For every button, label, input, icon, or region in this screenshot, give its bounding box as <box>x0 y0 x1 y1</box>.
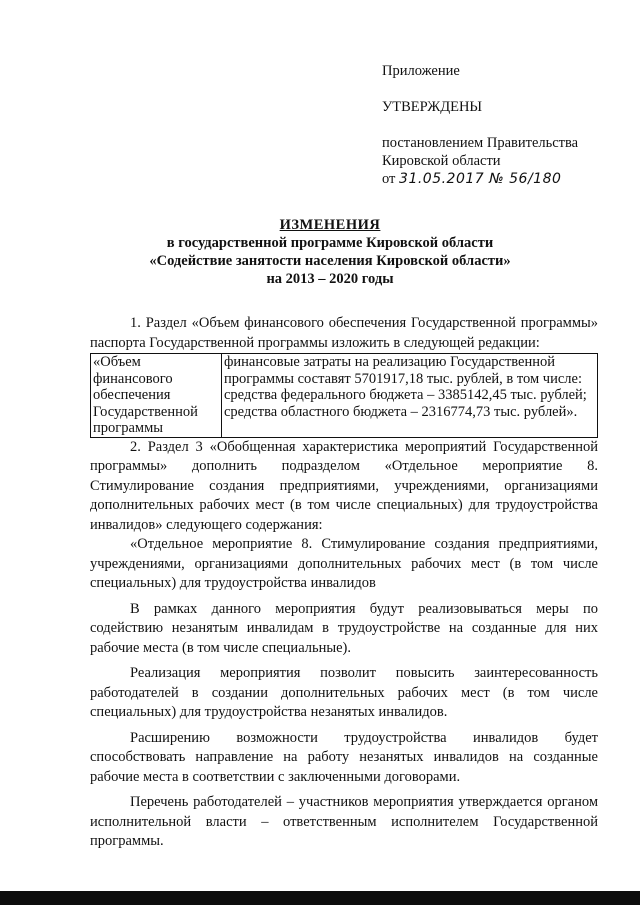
table-cell-label: «Объем финансового обеспечения Государственной программы <box>91 354 222 438</box>
measure-8-paragraph: «Отдельное мероприятие 8. Стимулирование создания предприятиями, учреждениями, организациями дополнительных рабочих мест (в том числе специальных) для трудоустройства инвалидов <box>90 536 598 591</box>
heading-line-1: в государственной программе Кировской области <box>166 235 494 251</box>
measure-expansion-paragraph: Расширению возможности трудоустройства инвалидов будет способствовать направление на работу незанятых инвалидов на созданные рабочие места в соответствии с заключенными договорами. <box>90 729 598 785</box>
date-prefix: от <box>382 171 396 187</box>
section-2-paragraph: 2. Раздел 3 «Обобщенная характеристика мероприятий Государственной программы» дополнить подразделом «Отдельное мероприятие 8. Стимулирование создания предприятиями, учреждениями, организациями дополнительных рабочих мест (в том числе специальных) для трудоустройства инвалидов» следующего содержания: <box>90 438 598 533</box>
approved-label: УТВЕРЖДЕНЫ <box>382 99 483 115</box>
approval-block <box>382 62 612 188</box>
table-row <box>91 354 598 438</box>
date-number-handwritten: 31.05.2017 № 56/180 <box>399 171 562 187</box>
decree-line-2: Кировской области <box>382 153 501 169</box>
measure-effect-paragraph: Реализация мероприятия позволит повысить заинтересованность работодателей в создании дополнительных рабочих мест (в том числе специальных) для трудоустройства незанятых инвалидов. <box>90 665 598 720</box>
document-body <box>90 314 598 852</box>
table-cell-values <box>222 354 598 438</box>
decree-line-1: постановлением Правительства <box>382 135 579 151</box>
appendix-label: Приложение <box>382 63 460 79</box>
financing-federal: средства федерального бюджета – 3385142,45 тыс. рублей; <box>224 387 587 403</box>
financing-table <box>90 353 598 438</box>
heading-title: ИЗМЕНЕНИЯ <box>279 217 381 233</box>
financing-total: финансовые затраты на реализацию Государственной программы составят 5701917,18 тыс. рублей, в том числе: <box>224 354 582 387</box>
heading-line-3: на 2013 – 2020 годы <box>266 271 394 287</box>
financing-regional: средства областного бюджета – 2316774,73 тыс. рублей». <box>224 403 578 420</box>
employers-list-paragraph: Перечень работодателей – участников мероприятия утверждается органом исполнительной власти – ответственным исполнителем Государственной программы. <box>90 794 598 849</box>
heading-line-2: «Содействие занятости населения Кировской области» <box>149 253 511 269</box>
document-heading <box>60 216 600 288</box>
decree-date <box>382 170 612 188</box>
measure-scope-paragraph: В рамках данного мероприятия будут реализовываться меры по содействию незанятым инвалидам в трудоустройстве на созданные для них рабочие места (в том числе специальные). <box>90 600 598 656</box>
section-1-paragraph: 1. Раздел «Объем финансового обеспечения Государственной программы» паспорта Государственной программы изложить в следующей редакции: <box>90 315 598 351</box>
scan-bottom-edge <box>0 891 640 905</box>
